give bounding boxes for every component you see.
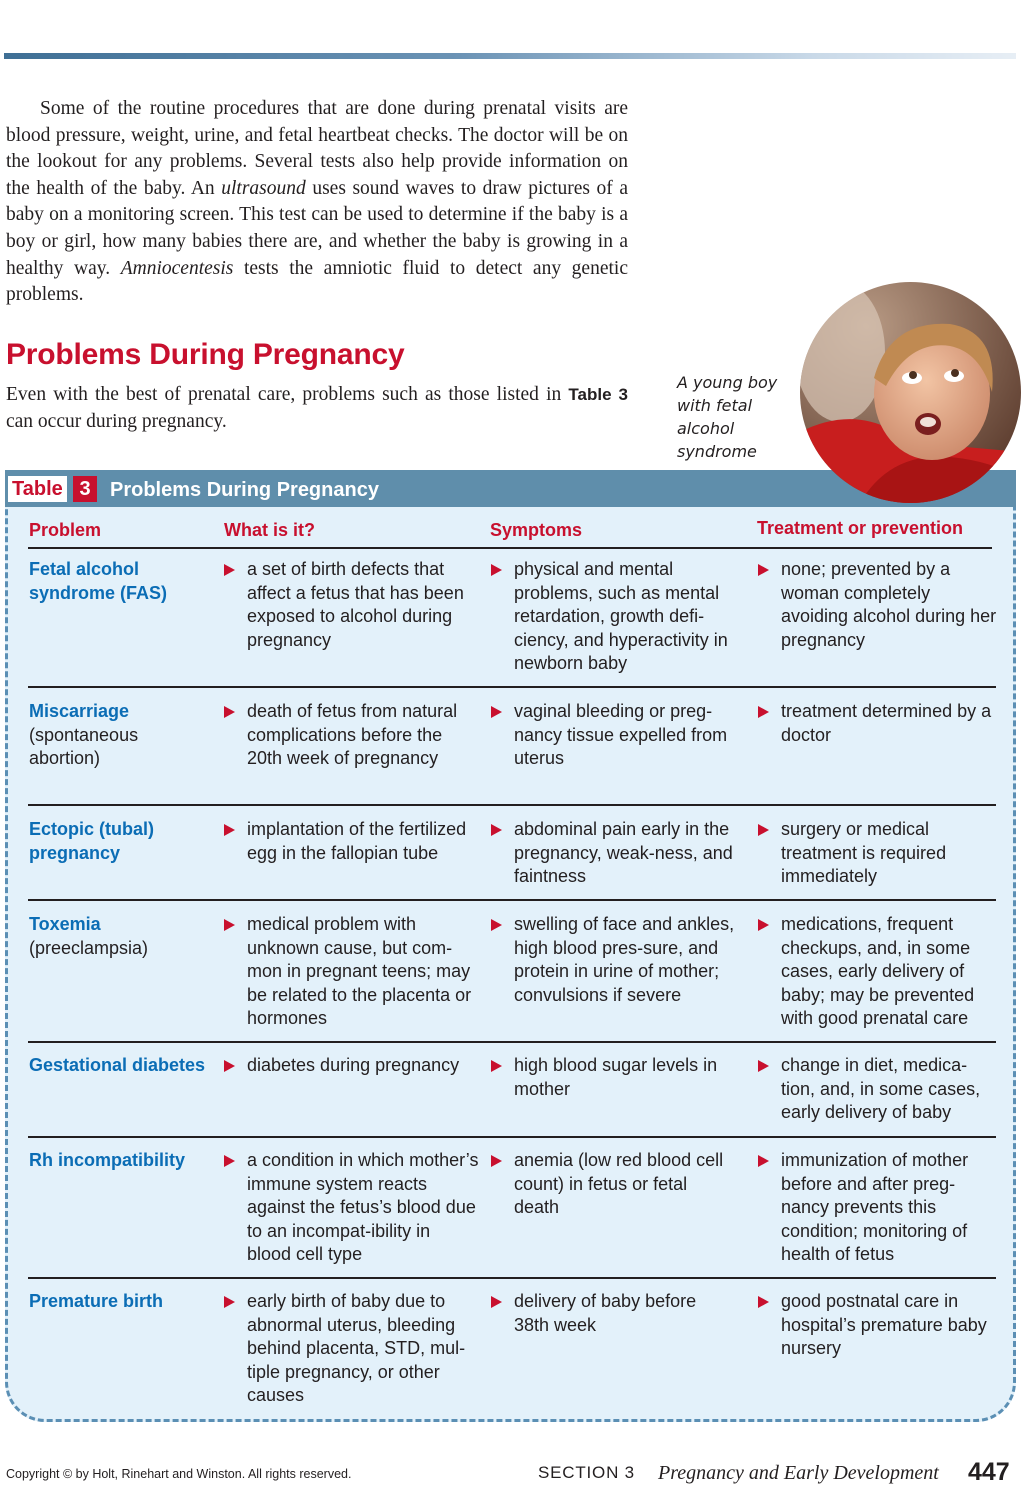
bullet-triangle-icon	[224, 824, 235, 836]
bullet-triangle-icon	[491, 1155, 502, 1167]
problem-name: Ectopic (tubal) pregnancy	[29, 819, 154, 863]
table-reference: Table 3	[568, 385, 628, 404]
top-rule	[4, 53, 1016, 59]
bullet-triangle-icon	[758, 919, 769, 931]
row-divider	[28, 1041, 996, 1043]
problem-name: Miscarriage	[29, 701, 130, 721]
column-header-what: What is it?	[224, 520, 315, 540]
section-lead: Even with the best of prenatal care, problems such as those listed in Table 3 can occur during pregnancy.	[6, 384, 628, 432]
table-cell-what: implantation of the fertilized egg in the fallopian tube	[247, 819, 467, 863]
table-cell-treatment: immunization of mother before and after preg-nancy prevents this condition; monitoring of health of fetus	[781, 1150, 969, 1264]
page-number: 447	[968, 1458, 1010, 1486]
table-cell-treatment: good postnatal care in hospital’s premature baby nursery	[781, 1291, 987, 1358]
section-heading: Problems During Pregnancy	[6, 338, 405, 371]
table-row-problem	[29, 558, 211, 605]
bullet-triangle-icon	[491, 706, 502, 718]
table-cell-what: medical problem with unknown cause, but com-mon in pregnant teens; may be related to the placenta or hormones	[247, 914, 472, 1028]
table-row-problem	[29, 700, 211, 771]
term-amniocentesis: Amniocentesis	[120, 257, 234, 279]
table-cell-symptoms: physical and mental problems, such as mental retardation, growth defi-ciency, and hyperactivity in newborn baby	[514, 559, 728, 673]
bullet-triangle-icon	[758, 564, 769, 576]
table-label: Table	[8, 476, 67, 502]
bullet-triangle-icon	[758, 1060, 769, 1072]
column-header-treatment: Treatment or prevention	[757, 518, 964, 538]
table-cell-treatment: change in diet, medica-tion, and, in some cases, early delivery of baby	[781, 1055, 981, 1122]
table-cell-symptoms: abdominal pain early in the pregnancy, weak-ness, and faintness	[514, 819, 733, 886]
intro-paragraph: Some of the routine procedures that are done during prenatal visits are blood pressure, weight, urine, and fetal heartbeat checks. The doctor will be on the lookout for any problems. Several tests also help provide information on the health of the baby. An ultrasound uses sound waves to draw pictures of a baby on a monitoring screen. This test can be used to determine if the baby is a boy or girl, how many babies there are, and whether the baby is growing in a healthy way. Amniocentesis tests the amniotic fluid to detect any genetic problems.	[6, 98, 628, 306]
bullet-triangle-icon	[758, 1296, 769, 1308]
problem-name: Premature birth	[29, 1291, 164, 1311]
column-header-symptoms: Symptoms	[490, 520, 583, 540]
table-cell-what: a condition in which mother’s immune system reacts against the fetus’s blood due to an incompat-ibility in blood cell type	[247, 1150, 479, 1264]
bullet-triangle-icon	[491, 824, 502, 836]
row-divider	[28, 804, 996, 806]
row-divider	[28, 899, 996, 901]
bullet-triangle-icon	[758, 706, 769, 718]
photo-boy	[800, 282, 1021, 503]
bullet-triangle-icon	[224, 1155, 235, 1167]
table-cell-symptoms: swelling of face and ankles, high blood pres-sure, and protein in urine of mother; convulsions if severe	[514, 914, 735, 1005]
bullet-triangle-icon	[224, 564, 235, 576]
bullet-triangle-icon	[224, 706, 235, 718]
table-cell-symptoms: anemia (low red blood cell count) in fetus or fetal death	[514, 1150, 724, 1217]
bullet-triangle-icon	[224, 1060, 235, 1072]
table-row-problem	[29, 1054, 211, 1078]
table-cell-what: a set of birth defects that affect a fetus that has been exposed to alcohol during pregnancy	[247, 559, 464, 650]
bullet-triangle-icon	[224, 919, 235, 931]
problem-note: (spontaneous abortion)	[29, 724, 139, 768]
table-cell-treatment: none; prevented by a woman completely avoiding alcohol during her pregnancy	[781, 559, 997, 650]
row-divider	[28, 1136, 996, 1138]
problem-name: Rh incompatibility	[29, 1150, 186, 1170]
footer-section: SECTION 3	[538, 1463, 635, 1482]
bullet-triangle-icon	[758, 1155, 769, 1167]
table-row-problem	[29, 818, 211, 865]
bullet-triangle-icon	[491, 1060, 502, 1072]
bullet-triangle-icon	[224, 1296, 235, 1308]
photo-caption: A young boy with fetal alcohol syndrome	[677, 373, 778, 461]
bullet-triangle-icon	[491, 1296, 502, 1308]
table-cell-symptoms: vaginal bleeding or preg-nancy tissue expelled from uterus	[514, 701, 728, 768]
header-rule	[28, 547, 992, 549]
table-row-problem	[29, 913, 211, 960]
table-cell-treatment: medications, frequent checkups, and, in some cases, early delivery of baby; may be prevented with good prenatal care	[781, 914, 975, 1028]
term-ultrasound: ultrasound	[221, 177, 306, 199]
table-number: 3	[73, 476, 97, 502]
footer-chapter: Pregnancy and Early Development	[658, 1462, 939, 1484]
row-divider	[28, 686, 996, 688]
bullet-triangle-icon	[491, 919, 502, 931]
bullet-triangle-icon	[491, 564, 502, 576]
table-cell-what: death of fetus from natural complications before the 20th week of pregnancy	[247, 701, 458, 768]
table-cell-treatment: treatment determined by a doctor	[781, 701, 992, 745]
problem-name: Toxemia	[29, 914, 101, 934]
table-cell-symptoms: high blood sugar levels in mother	[514, 1055, 718, 1099]
table-row-problem	[29, 1149, 211, 1173]
row-divider	[28, 1277, 996, 1279]
table-cell-symptoms: delivery of baby before 38th week	[514, 1291, 697, 1335]
copyright: Copyright © by Holt, Rinehart and Winston. All rights reserved.	[6, 1467, 352, 1481]
column-header-problem: Problem	[29, 520, 102, 540]
problem-name: Fetal alcohol syndrome (FAS)	[29, 559, 168, 603]
problem-name: Gestational diabetes	[29, 1055, 206, 1075]
bullet-triangle-icon	[758, 824, 769, 836]
table-row-problem	[29, 1290, 211, 1314]
table-cell-what: early birth of baby due to abnormal uterus, bleeding behind placenta, STD, mul-tiple pregnancy, or other causes	[247, 1291, 466, 1405]
table-cell-what: diabetes during pregnancy	[247, 1055, 460, 1075]
table-title: Problems During Pregnancy	[110, 479, 379, 501]
table-cell-treatment: surgery or medical treatment is required immediately	[781, 819, 947, 886]
problem-note: (preeclampsia)	[29, 937, 149, 958]
